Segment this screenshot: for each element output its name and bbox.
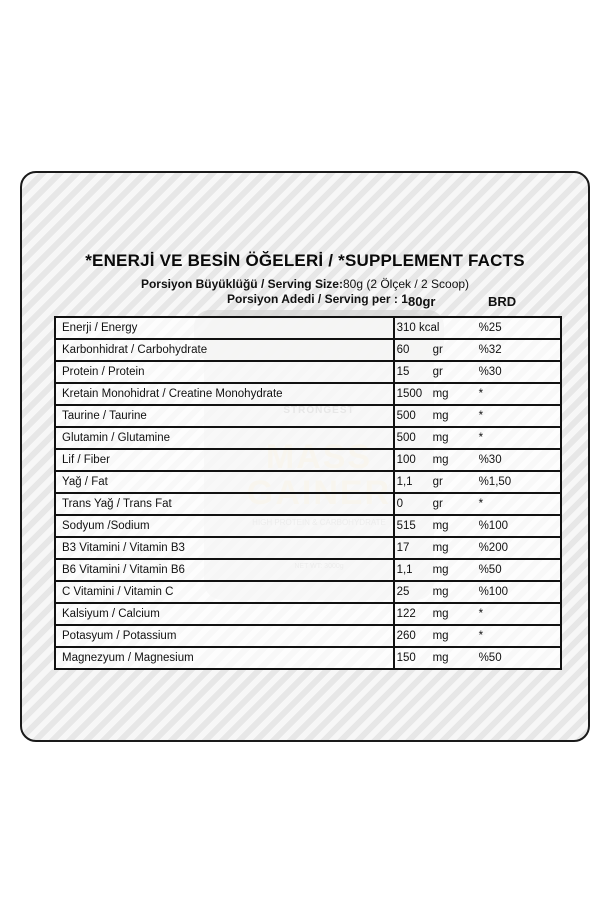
nutrient-amount: 1,1 <box>396 564 413 576</box>
nutrient-amount: 0 <box>396 498 403 510</box>
table-row <box>55 647 561 669</box>
nutrient-values <box>394 493 561 515</box>
nutrient-rda: %30 <box>478 454 502 466</box>
nutrient-amount: 122 <box>396 608 416 620</box>
table-row <box>55 361 561 383</box>
serving-size-label: Porsiyon Büyüklüğü / Serving Size: <box>140 277 343 291</box>
nutrient-rda: * <box>478 498 484 510</box>
table-row <box>55 427 561 449</box>
facts-title: *ENERJİ VE BESİN ÖĞELERİ / *SUPPLEMENT FACTS <box>85 251 525 270</box>
facts-table <box>54 316 562 670</box>
nutrient-unit: mg <box>432 564 449 576</box>
nutrient-rda: %100 <box>478 520 508 532</box>
table-row <box>55 383 561 405</box>
nutrient-name: Kretain Monohidrat / Creatine Monohydrate <box>55 383 394 405</box>
nutrient-rda: * <box>478 432 484 444</box>
nutrient-values <box>394 317 561 339</box>
nutrient-unit: mg <box>432 520 449 532</box>
nutrient-amount: 1500 <box>396 388 423 400</box>
nutrient-unit: mg <box>432 586 449 598</box>
nutrient-rda: %1,50 <box>478 476 512 488</box>
nutrient-unit: mg <box>432 388 449 400</box>
table-row <box>55 471 561 493</box>
nutrient-unit: gr <box>432 498 443 510</box>
nutrient-values <box>394 515 561 537</box>
nutrient-values <box>394 427 561 449</box>
nutrient-name: Lif / Fiber <box>55 449 394 471</box>
nutrient-rda: %100 <box>478 586 508 598</box>
nutrient-name: Potasyum / Potassium <box>55 625 394 647</box>
nutrient-values <box>394 581 561 603</box>
table-row <box>55 537 561 559</box>
nutrient-unit: mg <box>432 454 449 466</box>
serving-size <box>22 277 588 291</box>
nutrient-values <box>394 559 561 581</box>
table-row <box>55 603 561 625</box>
column-header-rda: BRD <box>488 294 517 309</box>
nutrient-unit: mg <box>432 608 449 620</box>
nutrient-amount: 15 <box>396 366 410 378</box>
nutrient-rda: %50 <box>478 652 502 664</box>
nutrient-name: Karbonhidrat / Carbohydrate <box>55 339 394 361</box>
nutrient-values <box>394 537 561 559</box>
nutrient-unit: gr <box>432 366 443 378</box>
table-row <box>55 559 561 581</box>
nutrient-rda: %30 <box>478 366 502 378</box>
nutrient-values <box>394 603 561 625</box>
nutrient-rda: %200 <box>478 542 508 554</box>
nutrient-values <box>394 339 561 361</box>
nutrient-values <box>394 405 561 427</box>
nutrient-amount: 100 <box>396 454 416 466</box>
nutrient-amount: 150 <box>396 652 416 664</box>
nutrient-name: C Vitamini / Vitamin C <box>55 581 394 603</box>
nutrient-unit: mg <box>432 542 449 554</box>
table-row <box>55 625 561 647</box>
nutrient-values <box>394 383 561 405</box>
table-row <box>55 405 561 427</box>
nutrient-unit: mg <box>432 432 449 444</box>
nutrient-rda: * <box>478 630 484 642</box>
nutrient-name: Protein / Protein <box>55 361 394 383</box>
nutrient-name: Sodyum /Sodium <box>55 515 394 537</box>
nutrient-unit: gr <box>432 476 443 488</box>
nutrient-amount: 60 <box>396 344 410 356</box>
nutrient-amount: 260 <box>396 630 416 642</box>
table-row <box>55 493 561 515</box>
nutrient-name: Enerji / Energy <box>55 317 394 339</box>
nutrient-name: B3 Vitamini / Vitamin B3 <box>55 537 394 559</box>
serving-per: Porsiyon Adedi / Serving per : 1 <box>227 292 408 306</box>
nutrient-name: Kalsiyum / Calcium <box>55 603 394 625</box>
nutrient-rda: %25 <box>478 322 502 334</box>
nutrient-values <box>394 449 561 471</box>
nutrient-name: Magnezyum / Magnesium <box>55 647 394 669</box>
nutrient-values <box>394 471 561 493</box>
nutrient-amount: 500 <box>396 410 416 422</box>
nutrient-rda: * <box>478 388 484 400</box>
nutrient-unit: mg <box>432 410 449 422</box>
nutrient-amount: 1,1 <box>396 476 413 488</box>
table-row <box>55 317 561 339</box>
nutrient-name: Glutamin / Glutamine <box>55 427 394 449</box>
serving-size-value: 80g (2 Ölçek / 2 Scoop) <box>342 277 470 291</box>
nutrient-name: Yağ / Fat <box>55 471 394 493</box>
nutrient-rda: %32 <box>478 344 502 356</box>
nutrient-name: B6 Vitamini / Vitamin B6 <box>55 559 394 581</box>
nutrient-unit: mg <box>432 630 449 642</box>
nutrient-amount: 310 kcal <box>396 322 440 334</box>
nutrient-values <box>394 361 561 383</box>
table-row <box>55 449 561 471</box>
nutrient-amount: 25 <box>396 586 410 598</box>
column-header-amount: 80gr <box>408 294 436 309</box>
nutrient-rda: * <box>478 410 484 422</box>
nutrient-rda: %50 <box>478 564 502 576</box>
table-row <box>55 515 561 537</box>
nutrient-amount: 515 <box>396 520 416 532</box>
nutrient-unit: gr <box>432 344 443 356</box>
nutrient-unit: mg <box>432 652 449 664</box>
table-row <box>55 339 561 361</box>
nutrient-rda: * <box>478 608 484 620</box>
nutrient-name: Taurine / Taurine <box>55 405 394 427</box>
nutrient-amount: 17 <box>396 542 410 554</box>
table-row <box>55 581 561 603</box>
supplement-facts-card <box>20 171 590 742</box>
nutrient-values <box>394 625 561 647</box>
nutrient-values <box>394 647 561 669</box>
nutrient-name: Trans Yağ / Trans Fat <box>55 493 394 515</box>
nutrient-amount: 500 <box>396 432 416 444</box>
